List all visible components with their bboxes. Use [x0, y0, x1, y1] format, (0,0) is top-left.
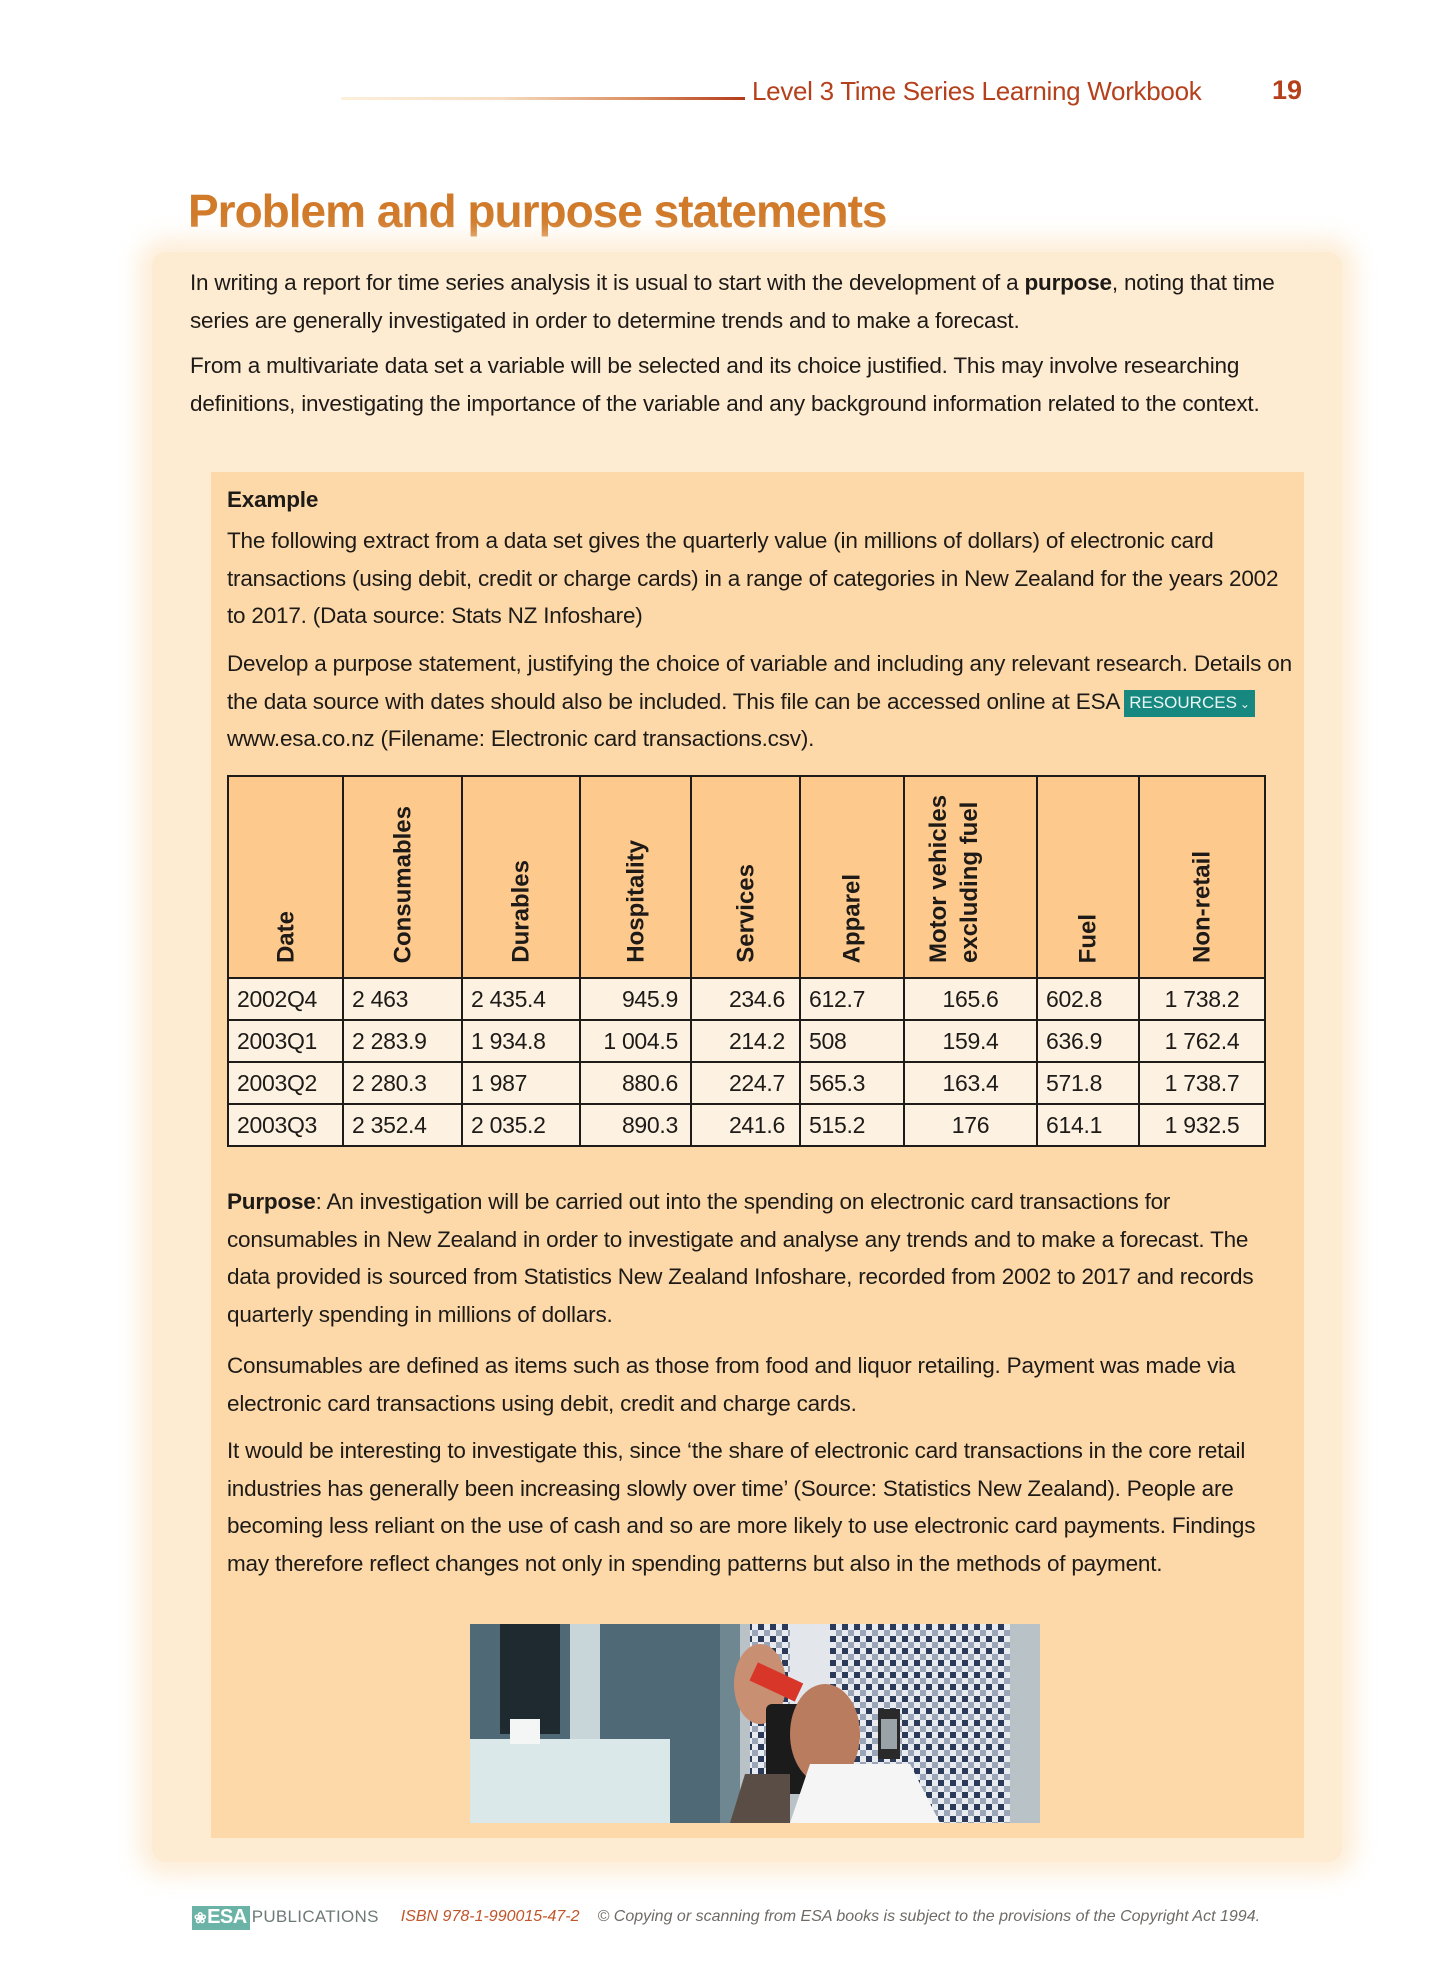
- column-header-durables: [462, 776, 580, 978]
- intro-paragraph-2: From a multivariate data set a variable will be selected and its choice justified. This may involve researching definitions, investigating the importance of the variable and any background information related to the context.: [190, 353, 1260, 416]
- table-row: [228, 1020, 1265, 1062]
- table-cell: 176: [904, 1104, 1037, 1146]
- intro-text-end: , noting that time series are generally investigated in order to determine trends and to make a forecast.: [190, 270, 1275, 333]
- column-label: Services: [732, 864, 759, 963]
- column-header-apparel: [800, 776, 904, 978]
- table-cell: 2 435.4: [462, 978, 580, 1020]
- table-body: [228, 978, 1265, 1146]
- table-cell: 2 280.3: [343, 1062, 462, 1104]
- table-cell: 2003Q3: [228, 1104, 343, 1146]
- table-cell: 214.2: [691, 1020, 800, 1062]
- resource-url-text: www.esa.co.nz (Filename: Electronic card transactions.csv).: [227, 726, 815, 751]
- table-cell: 571.8: [1037, 1062, 1139, 1104]
- table-cell: 163.4: [904, 1062, 1037, 1104]
- table-cell: 1 738.2: [1139, 978, 1265, 1020]
- logo-text: ESA: [207, 1906, 247, 1928]
- column-label: Apparel: [838, 873, 866, 963]
- column-label: Non-retail: [1188, 850, 1216, 963]
- justification-paragraph: It would be interesting to investigate this, since ‘the share of electronic card transactions in the core retail industries has generally been increasing slowly over time’ (Source: Statistics New Zealand). People are becoming less reliant on the use of cash and so are more likely to use electronic card payments. Findings may therefore reflect changes not only in spending patterns but also in the methods of payment.: [227, 1438, 1256, 1576]
- table-cell: 1 932.5: [1139, 1104, 1265, 1146]
- column-header-hospitality: [580, 776, 691, 978]
- esa-logo: [192, 1906, 250, 1930]
- column-header-date: [228, 776, 343, 978]
- table-cell: 565.3: [800, 1062, 904, 1104]
- column-label: Durables: [507, 860, 535, 963]
- table-cell: 602.8: [1037, 978, 1139, 1020]
- purpose-text: : An investigation will be carried out into the spending on electronic card transactions for consumables in New Zealand in order to investigate and analyse any trends and to make a forecast. The data provided is sourced from Statistics New Zealand Infoshare, recorded from 2002 to 2017 and records quarterly spending in millions of dollars.: [227, 1189, 1254, 1327]
- table-cell: 612.7: [800, 978, 904, 1020]
- table-cell: 636.9: [1037, 1020, 1139, 1062]
- table-row: [228, 1104, 1265, 1146]
- table-row: [228, 1062, 1265, 1104]
- column-header-fuel: [1037, 776, 1139, 978]
- purpose-term: purpose: [1024, 270, 1112, 295]
- page-title: Problem and purpose statements: [188, 185, 887, 237]
- table-header-row: [228, 776, 1265, 978]
- table-cell: 2 463: [343, 978, 462, 1020]
- table-cell: 1 987: [462, 1062, 580, 1104]
- table-cell: 241.6: [691, 1104, 800, 1146]
- column-label: Date: [272, 910, 299, 963]
- table-cell: 1 762.4: [1139, 1020, 1265, 1062]
- column-header-non-retail: [1139, 776, 1265, 978]
- column-label: Consumables: [389, 805, 416, 963]
- consumables-definition: Consumables are defined as items such as those from food and liquor retailing. Payment was made via electronic card transactions using debit, credit and charge cards.: [227, 1353, 1236, 1416]
- isbn: ISBN 978-1-990015-47-2: [400, 1908, 580, 1925]
- example-text: Develop a purpose statement, justifying the choice of variable and including any relevant research. Details on the data source with dates should also be included. This file can be accessed online at ESA: [227, 651, 1292, 714]
- table-cell: 1 934.8: [462, 1020, 580, 1062]
- table-cell: 2 352.4: [343, 1104, 462, 1146]
- table-cell: 2 035.2: [462, 1104, 580, 1146]
- table-cell: 2002Q4: [228, 978, 343, 1020]
- page-number: 19: [1272, 75, 1303, 105]
- table-cell: 614.1: [1037, 1104, 1139, 1146]
- column-header-consumables: [343, 776, 462, 978]
- column-label: Motor vehicles excluding fuel: [924, 794, 983, 963]
- table-cell: 2003Q1: [228, 1020, 343, 1062]
- leaf-icon: ❀: [194, 1910, 207, 1927]
- column-label: Hospitality: [622, 840, 649, 963]
- resources-badge[interactable]: [1124, 690, 1255, 717]
- chevron-down-icon: ⌄: [1239, 696, 1250, 711]
- example-paragraph-2: [227, 645, 1297, 758]
- header-rule: [341, 97, 745, 100]
- transactions-table: [227, 775, 1266, 1147]
- example-paragraph-1: The following extract from a data set gives the quarterly value (in millions of dollars) of electronic card transactions (using debit, credit or charge cards) in a range of categories in New Zealand for the years 2002 to 2017. (Data source: Stats NZ Infoshare): [227, 528, 1279, 628]
- publications-label: PUBLICATIONS: [251, 1907, 379, 1926]
- column-header-motor-vehicles: [904, 776, 1037, 978]
- table-cell: 2 283.9: [343, 1020, 462, 1062]
- table-cell: 1 004.5: [580, 1020, 691, 1062]
- running-title: Level 3 Time Series Learning Workbook: [752, 76, 1202, 106]
- table-row: [228, 978, 1265, 1020]
- table-cell: 945.9: [580, 978, 691, 1020]
- table-cell: 515.2: [800, 1104, 904, 1146]
- intro-text: In writing a report for time series analysis it is usual to start with the development of a: [190, 270, 1025, 295]
- table-cell: 890.3: [580, 1104, 691, 1146]
- column-header-services: [691, 776, 800, 978]
- card-payment-photo: [470, 1624, 1040, 1823]
- column-label: Fuel: [1074, 913, 1102, 963]
- table-cell: 165.6: [904, 978, 1037, 1020]
- table-cell: 224.7: [691, 1062, 800, 1104]
- resources-label: RESOURCES: [1129, 692, 1237, 712]
- intro-paragraph-1: [190, 264, 1300, 339]
- table-cell: 1 738.7: [1139, 1062, 1265, 1104]
- table-cell: 234.6: [691, 978, 800, 1020]
- example-heading: Example: [227, 487, 319, 512]
- table-cell: 880.6: [580, 1062, 691, 1104]
- table-cell: 159.4: [904, 1020, 1037, 1062]
- footer: [192, 1906, 1260, 1928]
- copyright-notice: © Copying or scanning from ESA books is subject to the provisions of the Copyright Act 1994.: [597, 1908, 1261, 1925]
- purpose-label: Purpose: [227, 1189, 316, 1214]
- table-cell: 2003Q2: [228, 1062, 343, 1104]
- table-cell: 508: [800, 1020, 904, 1062]
- purpose-paragraph: [227, 1183, 1297, 1333]
- photo-illustration: [470, 1624, 1040, 1823]
